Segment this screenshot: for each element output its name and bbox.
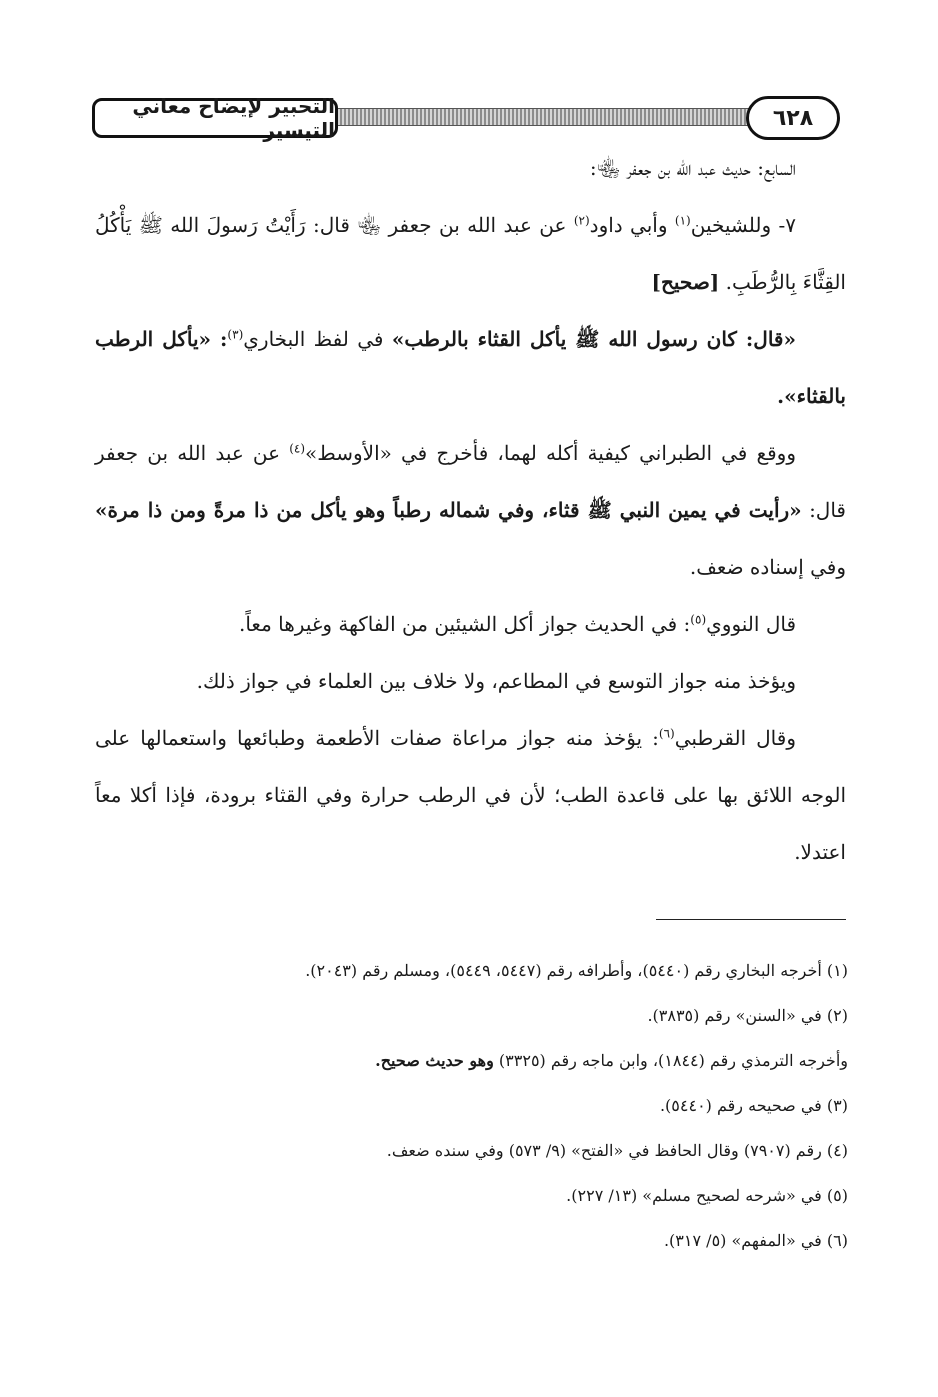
footnote-divider (656, 919, 846, 920)
footnote-ref-2: (٢) (573, 213, 590, 228)
para2-text-b: عن عبد الله بن جعفر قال: (95, 441, 846, 522)
paragraph-qurtubi (95, 710, 846, 881)
main-text (95, 140, 846, 881)
footnote-2-grade: وهو حديث صحيح. (375, 1051, 494, 1070)
para5-text-a: وقال القرطبي (674, 726, 796, 750)
footnote-2: (٢) في «السنن» رقم (٣٨٣٥). (647, 1006, 848, 1025)
para2-text-c: وفي إسناده ضعف. (689, 555, 846, 579)
paragraph-nawawi (95, 596, 846, 653)
para1-text: في لفظ البخاري (243, 327, 384, 351)
footnote-6: (٦) في «المفهم» (٥/ ٣١٧). (663, 1231, 848, 1250)
page-number: ٦٢٨ (772, 105, 814, 131)
footnote-2-continued (95, 1038, 848, 1083)
paragraph-bukhari-wording (95, 311, 846, 425)
paragraph-scholars: ويؤخذ منه جواز التوسع في المطاعم، ولا خلاف بين العلماء في جواز ذلك. (196, 669, 796, 693)
footnote-ref-5: (٥) (690, 612, 707, 627)
hadith-text-c: عن عبد الله بن جعفر ﵄ قال: رَأَيْتُ رَسولَ الله ﷺ يَأْكُلُ القِثَّاءَ بِالرُّطَبِ. (95, 213, 846, 294)
footnote-2-text: وأخرجه الترمذي رقم (١٨٤٤)، وابن ماجه رقم (٣٣٢٥) (498, 1051, 848, 1070)
hadith-text-a: وللشيخين (690, 213, 772, 237)
footnote-ref-1: (١) (674, 213, 691, 228)
para3-text-a: قال النووي (706, 612, 796, 636)
footnote-3: (٣) في صحيحه رقم (٥٤٤٠). (659, 1096, 848, 1115)
quote-tabarani: «رأيت في يمين النبي ﷺ قثاء، وفي شماله رطباً وهو يأكل من ذا مرةً ومن ذا مرة» (95, 498, 802, 522)
footnote-5: (٥) في «شرحه لصحيح مسلم» (١٣/ ٢٢٧). (566, 1186, 848, 1205)
footnotes (95, 948, 848, 1263)
para5-text-b: : يؤخذ منه جواز مراعاة صفات الأطعمة وطبائعها واستعمالها على الوجه اللائق بها على قاعدة الطب؛ لأن في الرطب حرارة وفي القثاء برودة، فإذا أكلا معاً اعتدلا. (95, 726, 846, 864)
footnote-4: (٤) رقم (٧٩٠٧) وقال الحافظ في «الفتح» (٩/ ٥٧٣) وفي سنده ضعف. (386, 1141, 848, 1160)
para3-text-b: : في الحديث جواز أكل الشيئين من الفاكهة وغيرها معاً. (238, 612, 691, 636)
header-ornament-band (332, 108, 760, 126)
page-number-box (746, 96, 840, 140)
hadith-grade: [صحيح] (651, 270, 720, 294)
hadith-paragraph: ٧- وللشيخين$^{(١)}$ وأبي داود$^{(٢)}$ عن عبد الله بن جعفر ﵄ قال: رَأَيْتُ رَسولَ الله ﷺ يَأْكُلُ القِثَّاءَ بِالرُّطَبِ. [صحيح] (95, 213, 846, 294)
footnote-ref-3: (٣) (227, 327, 244, 342)
section-heading: السابع: حديث عبد الله بن جعفر ﵄: (589, 156, 796, 180)
hadith-text-b: وأبي داود (589, 213, 668, 237)
footnote-ref-4: (٤) (289, 441, 306, 456)
quote-bukhari-2: : «يأكل الرطب بالقثاء». (95, 327, 846, 408)
hadith-number: ٧ (785, 213, 797, 237)
paragraph-tabarani (95, 425, 846, 596)
book-title: التحبير لإيضاح معاني التيسير (132, 94, 335, 142)
book-title-box (92, 94, 338, 142)
footnote-ref-6: (٦) (658, 726, 675, 741)
page-header (92, 94, 840, 142)
quote-bukhari: «قال: كان رسول الله ﷺ يأكل القثاء بالرطب» (391, 327, 796, 351)
para2-text-a: ووقع في الطبراني كيفية أكله لهما، فأخرج في «الأوسط» (305, 441, 796, 465)
footnote-1: (١) أخرجه البخاري رقم (٥٤٤٠)، وأطرافه رقم (٥٤٤٧، ٥٤٤٩)، ومسلم رقم (٢٠٤٣). (305, 961, 848, 980)
